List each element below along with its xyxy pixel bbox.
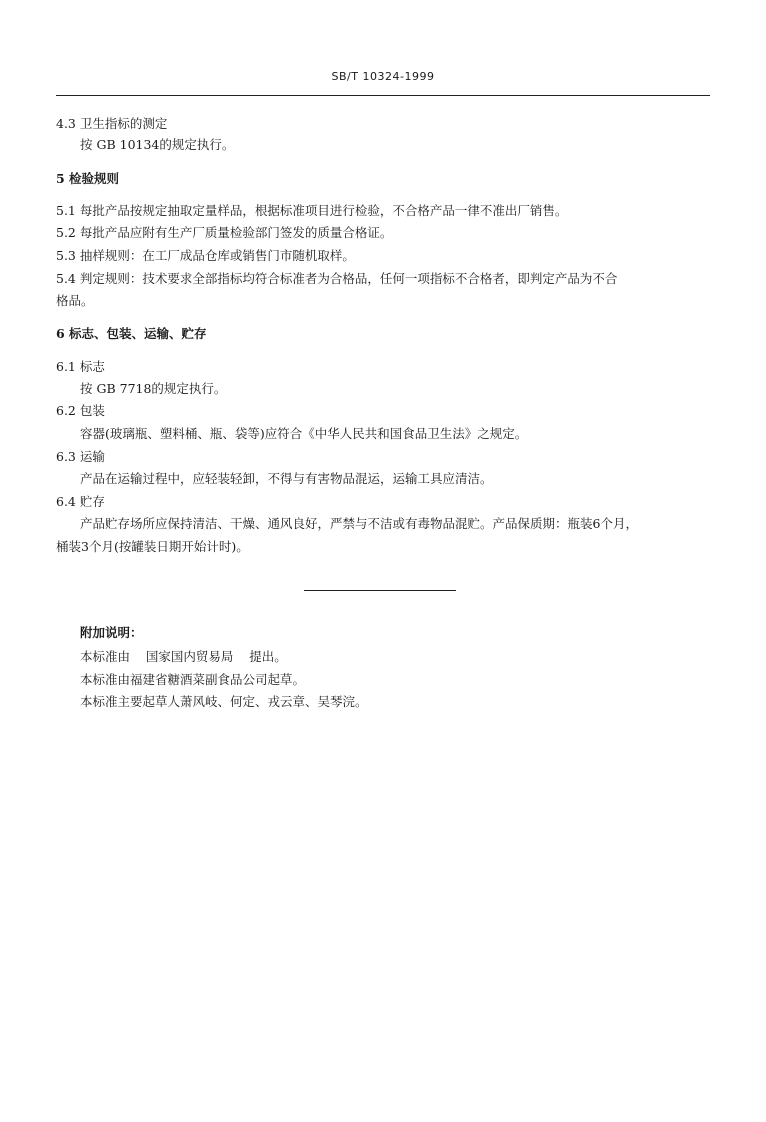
end-of-text-rule bbox=[304, 590, 456, 591]
section-5-1: 5.1 每批产品按规定抽取定量样品，根据标准项目进行检验，不合格产品一律不准出厂销售。 bbox=[56, 203, 568, 218]
notes-line-1: 本标准由 国家国内贸易局 提出。 bbox=[80, 649, 287, 664]
section-5-3: 5.3 抽样规则：在工厂成品仓库或销售门市随机取样。 bbox=[56, 248, 355, 263]
section-6-2-body: 容器(玻璃瓶、塑料桶、瓶、袋等)应符合《中华人民共和国食品卫生法》之规定。 bbox=[80, 426, 528, 441]
section-6-3-title: 6.3 运输 bbox=[56, 449, 105, 464]
header-rule bbox=[56, 95, 710, 96]
section-6-3-body: 产品在运输过程中，应轻装轻卸，不得与有害物品混运，运输工具应清洁。 bbox=[80, 471, 493, 486]
section-5-2: 5.2 每批产品应附有生产厂质量检验部门签发的质量合格证。 bbox=[56, 225, 393, 240]
section-5-title: 5 检验规则 bbox=[56, 171, 120, 186]
section-5-4-line2: 格品。 bbox=[56, 293, 94, 308]
section-6-1-title: 6.1 标志 bbox=[56, 359, 105, 374]
section-5-4-line1: 5.4 判定规则：技术要求全部指标均符合标准者为合格品，任何一项指标不合格者，即判定产品为不合 bbox=[56, 271, 618, 286]
section-4-3-body: 按 GB 10134的规定执行。 bbox=[80, 137, 235, 152]
notes-line-3: 本标准主要起草人萧风岐、何定、戎云章、吴琴浣。 bbox=[80, 694, 368, 709]
section-6-4-line1: 产品贮存场所应保持清洁、干燥、通风良好，严禁与不洁或有毒物品混贮。产品保质期：瓶装6个月， bbox=[80, 516, 638, 531]
notes-line-2: 本标准由福建省糖酒菜副食品公司起草。 bbox=[80, 672, 306, 687]
section-6-2-title: 6.2 包装 bbox=[56, 403, 105, 418]
section-4-3-title: 4.3 卫生指标的测定 bbox=[56, 116, 168, 131]
standard-number-header: SB/T 10324-1999 bbox=[331, 70, 435, 83]
section-6-4-line2: 桶装3个月(按罐装日期开始计时)。 bbox=[56, 539, 249, 554]
notes-title: 附加说明： bbox=[80, 625, 143, 640]
section-6-4-title: 6.4 贮存 bbox=[56, 494, 105, 509]
section-6-1-body: 按 GB 7718的规定执行。 bbox=[80, 381, 227, 396]
section-6-title: 6 标志、包装、运输、贮存 bbox=[56, 326, 207, 341]
